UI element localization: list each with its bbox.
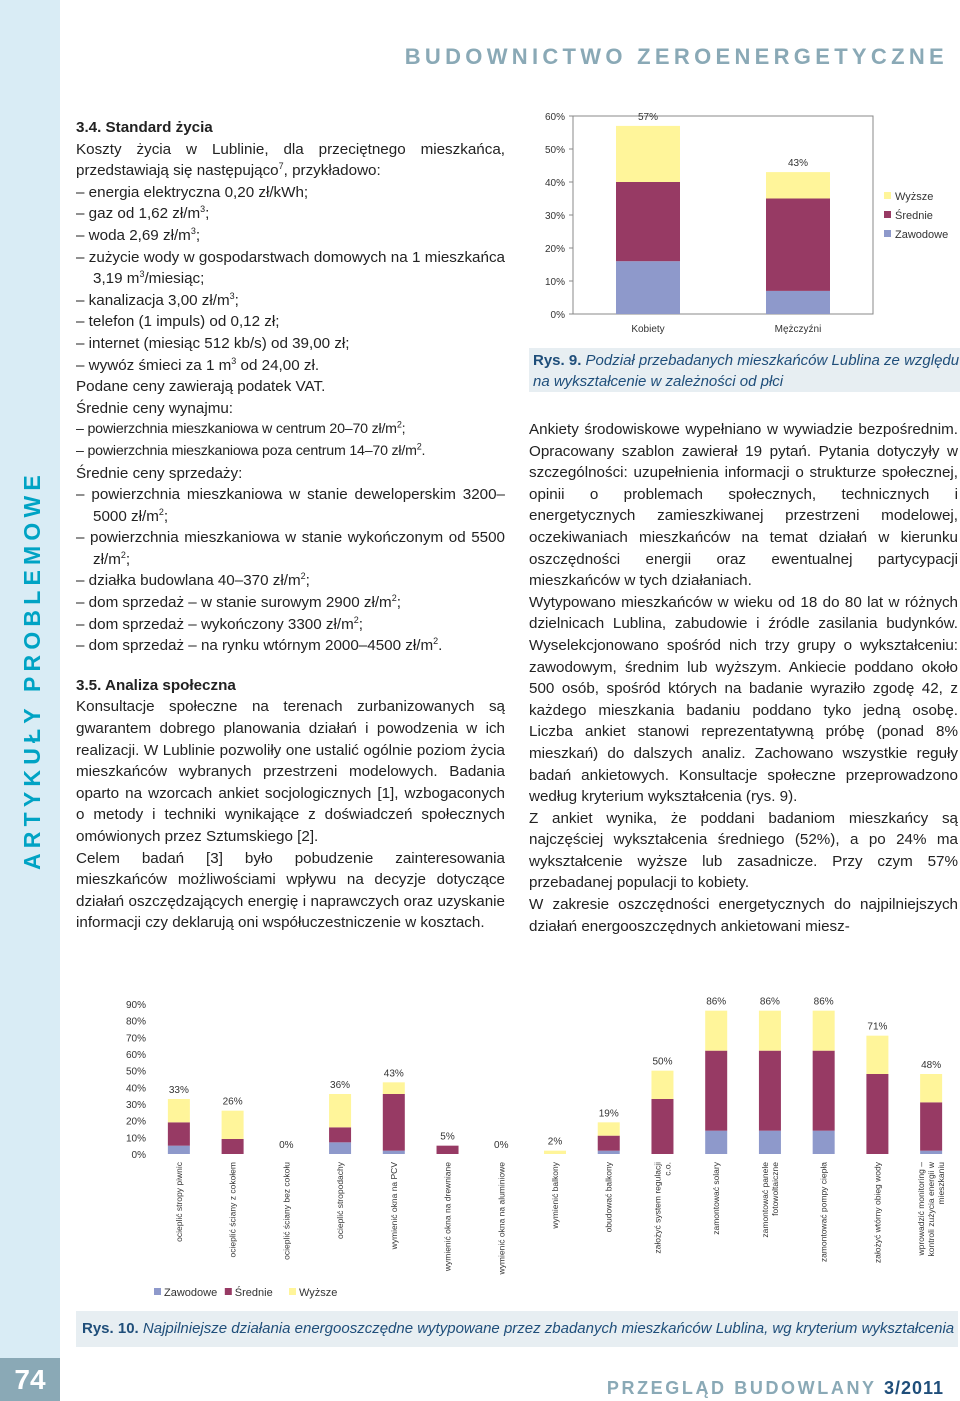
list-item: – kanalizacja 3,00 $zł/m^3$;	[76, 290, 505, 312]
bar-segment	[813, 1011, 835, 1051]
list-item: – powierzchnia mieszkaniowa poza centrum 14–70 $zł/m^2$.	[76, 441, 505, 463]
list-item: – dom sprzedaż – wykończony 3300 $zł/m^2$;	[76, 614, 505, 636]
total-label: 43%	[383, 1068, 404, 1080]
bar-segment	[705, 1011, 727, 1051]
bar-segment	[616, 182, 680, 261]
category-label: zamontować pompy ciepła	[818, 1162, 829, 1263]
total-label: 36%	[330, 1080, 351, 1091]
chart-education-by-gender	[528, 104, 960, 344]
bar-segment	[813, 1131, 835, 1154]
bar-segment	[329, 1094, 351, 1127]
paragraph: Wytypowano mieszkańców w wieku od 18 do 80 lat w różnych dzielnicach Lublina, zabudowie i źródle zasilania budynków. Wyselekcjonowano spośród nich trzy grupy o wykształceniu: zawodowym, średnim lub wyższym. Ankiecie poddano około 500 osób, spośród których na badanie wyraziło zgodę 42, z każdego mieszkania badaniu poddano tyko jedną osobę. Liczba ankiet stanowi reprezentatywną próbę (ponad 8% mieszkań) do dalszych analiz. Zachowano wszystkie reguły badań ankietowych. Konsultacje społeczne przeprowadzono według kryterium wykształcenia (rys. 9).	[529, 593, 958, 806]
category-label: ocieplić stropodachy	[335, 1162, 346, 1240]
category-label: wprowadzić monitoring –kontroli zużycia energii wmieszkaniu	[916, 1162, 947, 1257]
y-tick-label: 20%	[125, 1116, 146, 1128]
category-label: zamontować solary	[711, 1162, 722, 1235]
figure-10-label: Rys. 10.	[82, 1320, 139, 1337]
bar-segment	[651, 1099, 673, 1154]
figure-9-caption	[529, 348, 960, 392]
category-label: wymienić okna na aluminiowe	[496, 1162, 507, 1275]
legend-swatch	[225, 1288, 232, 1295]
section-heading-3-4: 3.4. Standard życia	[76, 119, 213, 136]
bar-segment	[866, 1074, 888, 1154]
category-label: ocieplić ściany z cokołem	[227, 1162, 238, 1258]
y-tick-label: 30%	[125, 1100, 146, 1111]
page-number: 74	[0, 1358, 60, 1401]
bar-segment	[383, 1151, 405, 1154]
list-item: – zużycie wody w gospodarstwach domowych na 1 mieszkańca 3,19 $m^3$/miesiąc;	[76, 247, 505, 290]
y-tick-label: 10%	[544, 277, 565, 288]
legend-swatch	[154, 1288, 161, 1295]
vat-note: Podane ceny zawierają podatek VAT.	[76, 378, 326, 396]
bar-segment	[651, 1071, 673, 1099]
legend-label: Wyższe	[895, 191, 934, 203]
figure-10-caption	[76, 1311, 958, 1347]
bar-segment	[705, 1051, 727, 1131]
total-label: 71%	[867, 1021, 888, 1033]
figure-10-text: Najpilniejsze działania energooszczędne wytypowane przez zbadanych mieszkańców Lublina, wg kryterium wykształcenia	[142, 1320, 955, 1337]
total-label: 33%	[168, 1085, 189, 1096]
bar-segment	[168, 1122, 190, 1145]
running-header: BUDOWNICTWO ZEROENERGETYCZNE	[404, 44, 948, 69]
section-label: ARTYKUŁY PROBLEMOWE	[19, 470, 45, 870]
y-tick-label: 50%	[544, 145, 565, 156]
total-label: 86%	[813, 996, 834, 1008]
list-item: – powierzchnia mieszkaniowa w stanie deweloperskim 3200–5000 $zł/m^2$;	[76, 484, 505, 527]
total-label: 48%	[921, 1060, 942, 1071]
total-label: 19%	[598, 1108, 619, 1120]
bar-segment	[759, 1051, 781, 1131]
category-label: ocieplić stropy piwnic	[173, 1162, 184, 1242]
bar-segment	[222, 1139, 244, 1154]
rent-heading: Średnie ceny wynajmu:	[76, 399, 234, 417]
bar-segment	[598, 1151, 620, 1154]
bar-segment	[813, 1051, 835, 1131]
category-label: obudować balkony	[603, 1162, 614, 1233]
list-item: – telefon (1 impuls) od 0,12 zł;	[76, 311, 505, 333]
left-column	[76, 117, 505, 934]
bar-segment	[616, 261, 680, 314]
category-label: Kobiety	[631, 324, 665, 335]
total-label: 5%	[440, 1131, 455, 1143]
bar-segment	[329, 1127, 351, 1142]
bar-segment	[168, 1146, 190, 1154]
paragraph: Z ankiet wynika, że poddani badaniom mieszkańcy są najczęściej wykształcenia średniego (52%), a po 24% ma wykształcenie wyższe lub zasadnicze. Przy czym 57% przebadanej populacji to kobiety.	[529, 809, 958, 892]
category-label: wymienić okna na drewniane	[442, 1162, 453, 1272]
journal-name: PRZEGLĄD BUDOWLANY	[606, 1378, 877, 1398]
y-tick-label: 20%	[544, 244, 565, 255]
total-label: 26%	[222, 1096, 243, 1108]
list-item: – dom sprzedaż – w stanie surowym 2900 $zł/m^2$;	[76, 592, 505, 614]
total-label: 50%	[652, 1056, 673, 1068]
y-tick-label: 30%	[544, 211, 565, 222]
bar-segment	[920, 1151, 942, 1154]
bar-segment	[329, 1142, 351, 1154]
bar-segment	[598, 1136, 620, 1151]
total-label: 2%	[547, 1136, 563, 1148]
bar-segment	[168, 1099, 190, 1122]
category-label: założyć wtórny obieg wody	[872, 1162, 883, 1264]
total-label: 43%	[787, 158, 809, 170]
list-item: – wywóz śmieci za 1 $m^3$ od 24,00 zł.	[76, 355, 505, 377]
y-tick-label: 60%	[544, 112, 565, 123]
y-tick-label: 80%	[125, 1016, 146, 1028]
list-item: – powierzchnia mieszkaniowa w stanie wykończonym od 5500 $zł/m^2$;	[76, 527, 505, 570]
y-tick-label: 70%	[125, 1033, 146, 1045]
list-item: – woda 2,69 $zł/m^3$;	[76, 225, 505, 247]
y-tick-label: 90%	[125, 1000, 146, 1011]
list-item: – powierzchnia mieszkaniowa w centrum 20–70 $zł/m^2$;	[76, 419, 505, 441]
bar-segment	[759, 1011, 781, 1051]
y-tick-label: 0%	[550, 310, 565, 321]
bar-segment	[766, 291, 830, 314]
category-label: zamontować panelefotowoltaiczne	[759, 1162, 780, 1238]
list-item: – dom sprzedaż – na rynku wtórnym 2000–4500 $zł/m^2$.	[76, 635, 505, 657]
y-tick-label: 10%	[125, 1133, 146, 1145]
bar-segment	[437, 1146, 459, 1154]
footer	[607, 1378, 944, 1399]
legend-label: Średnie	[895, 210, 933, 222]
category-label: wymienić balkony	[550, 1162, 560, 1229]
y-tick-label: 40%	[125, 1083, 146, 1095]
paragraph: Konsultacje społeczne na terenach zurbanizowanych są gwarantem dobrego planowania działań i powodzenia w ich realizacji. W Lublinie pozwoliły one ustalić ogólnie poziom życia mieszkańców wybranych przestrzeni modelowych. Badania oparto na wzorcach ankiet socjologicznych [1], wzbogaconych o metody i techniki wynikające z doświadczeń społecznych omówionych przez Sztumskiego [2].	[76, 698, 505, 845]
legend-swatch	[884, 192, 891, 199]
bar-segment	[616, 126, 680, 182]
list-item: – internet (miesiąc 512 kb/s) od 39,00 zł;	[76, 333, 505, 355]
section-heading-3-5: 3.5. Analiza społeczna	[76, 676, 236, 694]
bar-segment	[920, 1074, 942, 1102]
legend-label: Średnie	[234, 1287, 273, 1299]
bar-segment	[383, 1094, 405, 1151]
total-label: 0%	[279, 1140, 294, 1151]
chart-priority-actions	[76, 992, 960, 1308]
total-label: 86%	[706, 996, 727, 1008]
bar-segment	[920, 1102, 942, 1150]
category-label: Mężczyźni	[774, 324, 822, 335]
legend-label: Zawodowe	[164, 1287, 218, 1299]
bar-segment	[866, 1036, 888, 1074]
bar-segment	[759, 1131, 781, 1154]
category-label: założyć system regulacjic.o.	[652, 1162, 673, 1254]
category-label: wymienić okna na PCV	[388, 1162, 399, 1250]
issue-number: 3/2011	[883, 1378, 944, 1398]
figure-9-label: Rys. 9.	[533, 352, 582, 369]
legend-label: Zawodowe	[895, 229, 949, 241]
total-label: 86%	[759, 996, 780, 1008]
bar-segment	[222, 1111, 244, 1139]
y-tick-label: 40%	[544, 178, 565, 189]
category-label: ocieplić ściany bez cokołu	[281, 1162, 292, 1260]
bar-segment	[705, 1131, 727, 1154]
right-column	[529, 419, 958, 937]
bar-segment	[383, 1082, 405, 1094]
legend-swatch	[884, 211, 891, 218]
total-label: 57%	[637, 111, 659, 123]
bar-segment	[766, 199, 830, 291]
paragraph: Ankiety środowiskowe wypełniano w wywiadzie bezpośrednim. Opracowany szablon zawierał 19 pytań. Pytania dotyczyły w szczególności: uzupełnienia informacji o strukturze społecznej, opinii o problemach społecznych, technicznych i energetycznych zamieszkiwanej przestrzeni modelowej, oczekiwaniach mieszkańców na temat działań w kierunku oszczędności energii oraz ewentualnej partycypacji mieszkańców w tych działaniach.	[529, 421, 958, 590]
sale-heading: Średnie ceny sprzedaży:	[76, 464, 243, 482]
list-item: – działka budowlana 40–370 $zł/m^2$;	[76, 570, 505, 592]
total-label: 0%	[494, 1140, 509, 1151]
list-item: – energia elektryczna 0,20 zł/kWh;	[76, 182, 505, 204]
bar-segment	[598, 1122, 620, 1135]
list-item: – gaz od 1,62 $zł/m^3$;	[76, 203, 505, 225]
legend-label: Wyższe	[299, 1287, 338, 1299]
living-cost-intro: Koszty życia w Lublinie, dla przeciętnego mieszkańca, przedstawiają się następująco$^7$, przykładowo:	[76, 140, 505, 180]
bar-segment	[544, 1151, 566, 1154]
y-tick-label: 60%	[125, 1050, 146, 1061]
y-tick-label: 50%	[125, 1066, 146, 1078]
figure-9-text: Podział przebadanych mieszkańców Lublina ze względu na wykształcenie w zależności od płci	[533, 352, 960, 390]
y-tick-label: 0%	[131, 1150, 146, 1161]
paragraph: Celem badań [3] było pobudzenie zainteresowania mieszkańców możliwościami wpływu na decyzje dotyczące działań oszczędzających energię i naprawczych oraz uzyskanie informacji czy deklarują oni współuczestniczenie w kosztach.	[76, 849, 505, 932]
paragraph: W zakresie oszczędności energetycznych do najpilniejszych działań energooszczędnych ankietowani miesz-	[529, 896, 958, 935]
legend-swatch	[289, 1288, 296, 1295]
legend-swatch	[884, 230, 891, 237]
bar-segment	[766, 172, 830, 198]
